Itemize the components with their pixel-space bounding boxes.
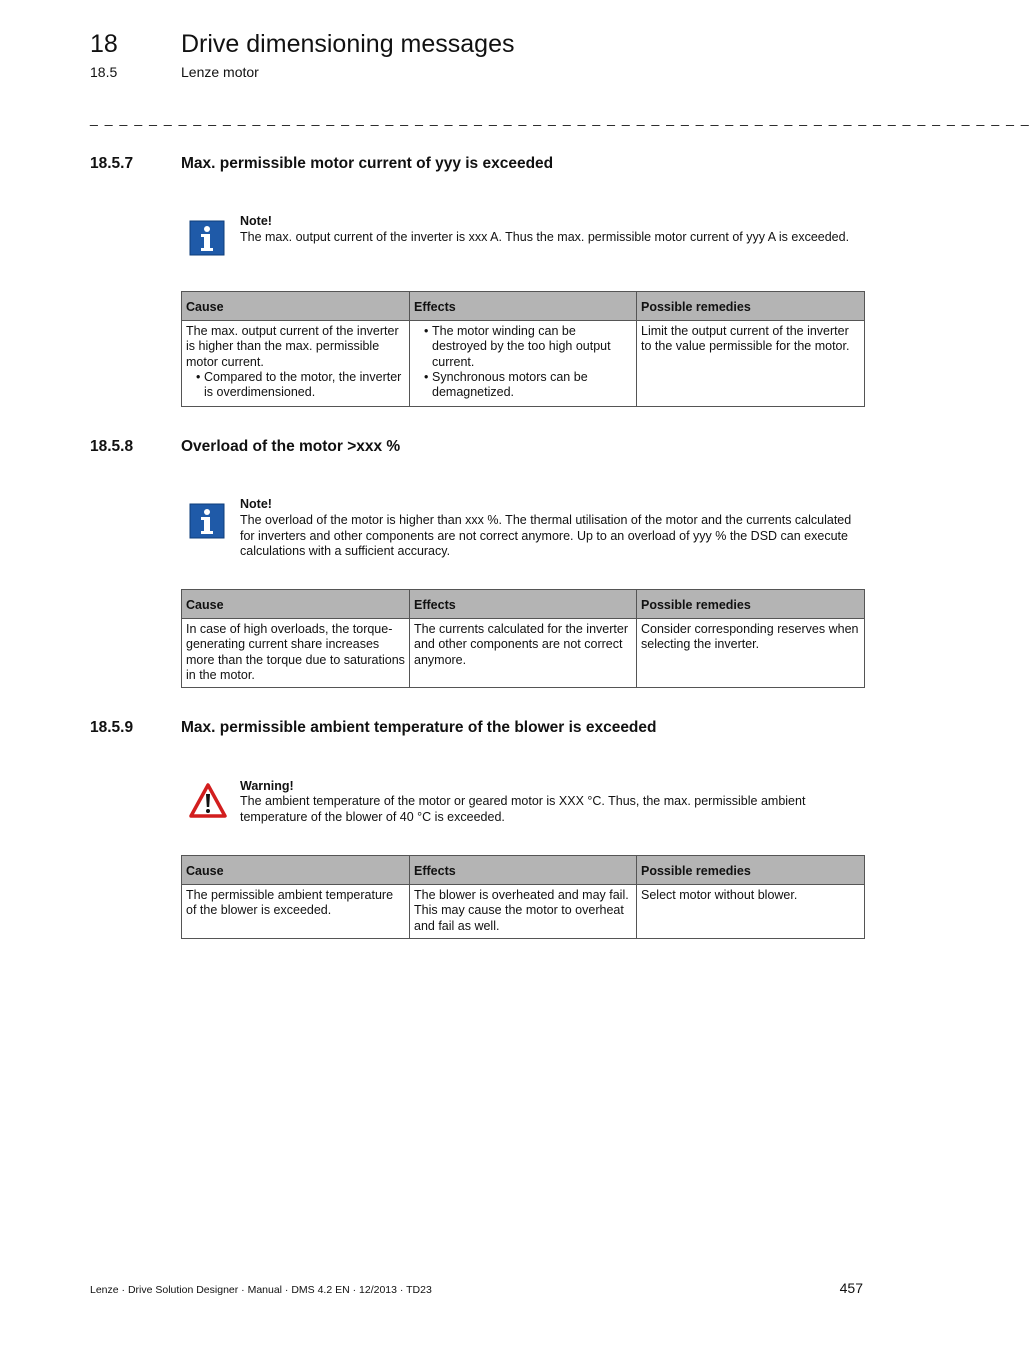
- header-remedies: Possible remedies: [637, 590, 865, 619]
- table-row: [182, 321, 865, 407]
- note-heading: Note!: [240, 214, 272, 228]
- header-effects: Effects: [410, 856, 637, 885]
- table-1859: [181, 855, 865, 939]
- effects-cell: [410, 321, 637, 407]
- table-1858: [181, 589, 865, 688]
- table-row: [182, 885, 865, 939]
- warning-heading: Warning!: [240, 779, 294, 793]
- subsection-number-1858: 18.5.8: [90, 438, 134, 455]
- subsection-number-1857: 18.5.7: [90, 155, 134, 172]
- cause-cell: [182, 321, 410, 407]
- header-cause: Cause: [182, 856, 410, 885]
- subsection-title-1859: Max. permissible ambient temperature of the blower is exceeded: [181, 719, 657, 736]
- remedies-cell: Consider corresponding reserves when selecting the inverter.: [637, 619, 865, 688]
- info-icon: [189, 220, 225, 256]
- header-effects: Effects: [410, 590, 637, 619]
- warning-icon: [189, 783, 225, 819]
- list-item: • Synchronous motors can be demagnetized.: [424, 370, 632, 401]
- subsection-title-1858: Overload of the motor >xxx %: [181, 438, 401, 455]
- header-divider: _ _ _ _ _ _ _ _ _ _ _ _ _ _ _ _ _ _ _ _ _ _ _ _ _ _ _ _ _ _ _ _ _ _ _ _ _ _ _ _ _ _ _ _ _ _ _ _ _ _ _ _ _ _ _ _ _ _ _ _ _ _ _ _: [90, 110, 1030, 126]
- table-row: [182, 619, 865, 688]
- note-text: The max. output current of the inverter is xxx A. Thus the max. permissible motor current of yyy A is exceeded.: [240, 230, 850, 244]
- subsection-number-1859: 18.5.9: [90, 719, 134, 736]
- list-item: • The motor winding can be destroyed by the too high output current.: [424, 324, 632, 370]
- chapter-number: 18: [90, 30, 118, 58]
- effects-cell: The currents calculated for the inverter and other components are not correct anymore.: [410, 619, 637, 688]
- cause-cell: The permissible ambient temperature of the blower is exceeded.: [182, 885, 410, 939]
- list-item: • Compared to the motor, the inverter is overdimensioned.: [196, 370, 405, 401]
- cause-text: The max. output current of the inverter is higher than the max. permissible motor current.: [186, 324, 399, 369]
- note-heading: Note!: [240, 497, 272, 511]
- table-header-row: [182, 590, 865, 619]
- footer-text: Lenze · Drive Solution Designer · Manual · DMS 4.2 EN · 12/2013 · TD23: [90, 1284, 432, 1296]
- remedies-cell: Limit the output current of the inverter to the value permissible for the motor.: [637, 321, 865, 407]
- cause-bullet-list: [186, 370, 405, 401]
- table-header-row: [182, 856, 865, 885]
- cause-cell: In case of high overloads, the torque-generating current share increases more than the torque due to saturations in the motor.: [182, 619, 410, 688]
- subsection-title-1857: Max. permissible motor current of yyy is exceeded: [181, 155, 554, 172]
- page-number: 457: [839, 1280, 863, 1296]
- section-title: Lenze motor: [181, 64, 259, 80]
- remedies-cell: Select motor without blower.: [637, 885, 865, 939]
- header-remedies: Possible remedies: [637, 856, 865, 885]
- table-1857: [181, 291, 865, 407]
- header-cause: Cause: [182, 590, 410, 619]
- effects-cell: The blower is overheated and may fail. This may cause the motor to overheat and fail as well.: [410, 885, 637, 939]
- header-effects: Effects: [410, 292, 637, 321]
- warning-text: The ambient temperature of the motor or geared motor is XXX °C. Thus, the max. permissible ambient temperature of the blower of 40 °C is exceeded.: [240, 794, 806, 824]
- section-number: 18.5: [90, 64, 118, 80]
- header-cause: Cause: [182, 292, 410, 321]
- table-header-row: [182, 292, 865, 321]
- effects-bullet-list: [414, 324, 632, 400]
- chapter-title: Drive dimensioning messages: [181, 30, 515, 58]
- note-text: The overload of the motor is higher than xxx %. The thermal utilisation of the motor and the currents calculated for inverters and other components are not correct anymore. Up to an overload of yyy % the DSD can execute calculations with a sufficient accuracy.: [240, 513, 852, 558]
- info-icon: [189, 503, 225, 539]
- header-remedies: Possible remedies: [637, 292, 865, 321]
